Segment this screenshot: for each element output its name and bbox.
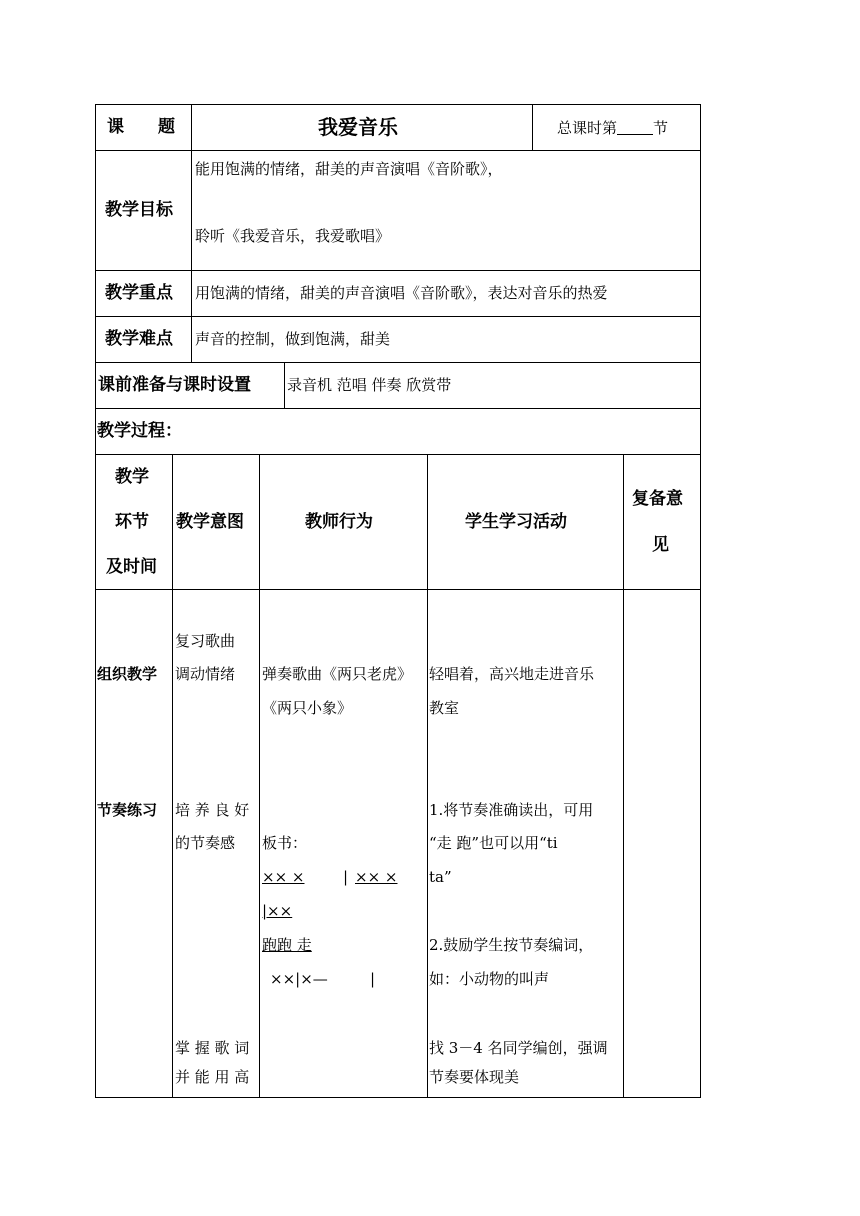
- rhythm-notation: ×× ×: [355, 868, 398, 886]
- row-divider: [95, 362, 701, 363]
- header-stage: 教学: [115, 467, 149, 487]
- student-line: 找 3－4 名同学编创，强调: [429, 1039, 608, 1057]
- col-divider: [259, 454, 260, 1098]
- rhythm-notation: |××: [262, 902, 293, 920]
- key-points-label: 教学重点: [105, 283, 173, 303]
- header-notes: 见: [652, 535, 669, 555]
- preparation-value: 录音机 范唱 伴奏 欣赏带: [287, 376, 452, 394]
- student-line: 节奏要体现美: [429, 1068, 520, 1086]
- student-line: 如：小动物的叫声: [429, 970, 550, 988]
- rhythm-notation: |: [370, 970, 376, 988]
- header-stage: 及时间: [106, 557, 157, 577]
- objective-line: 聆听《我爱音乐，我爱歌唱》: [195, 227, 391, 245]
- row-divider: [95, 454, 701, 455]
- row-divider: [95, 589, 701, 590]
- objective-line: 能用饱满的情绪，甜美的声音演唱《音阶歌》，: [195, 160, 503, 178]
- col-divider: [532, 104, 533, 150]
- student-line: 轻唱着，高兴地走进音乐: [429, 665, 595, 683]
- difficulties-value: 声音的控制，做到饱满，甜美: [195, 330, 391, 348]
- objectives-label: 教学目标: [105, 200, 173, 220]
- period-suffix: 节: [653, 119, 669, 137]
- student-line: ta”: [429, 868, 452, 886]
- col-divider: [284, 362, 285, 408]
- stage-name: 节奏练习: [97, 801, 158, 819]
- rhythm-notation: ××|×—: [270, 970, 328, 988]
- intent-line: 调动情绪: [175, 665, 236, 683]
- header-stage: 环节: [115, 512, 149, 532]
- teacher-line: 《两只小象》: [262, 699, 353, 717]
- col-divider: [623, 454, 624, 1098]
- student-line: “走 跑”也可以用“ti: [429, 834, 558, 852]
- period-field: [557, 117, 668, 139]
- header-teacher: 教师行为: [305, 512, 373, 532]
- intent-line: 并 能 用 高: [175, 1068, 250, 1086]
- rhythm-notation: |: [343, 868, 349, 886]
- difficulties-label: 教学难点: [105, 329, 173, 349]
- row-divider: [95, 408, 701, 409]
- teacher-line: 弹奏歌曲《两只老虎》: [262, 665, 413, 683]
- header-notes: 复备意: [632, 489, 683, 509]
- student-line: 教室: [429, 699, 460, 717]
- intent-line: 掌 握 歌 词: [175, 1039, 250, 1057]
- intent-line: 培 养 良 好: [175, 801, 250, 819]
- subject-label: 课 题: [107, 117, 175, 137]
- stage-name: 组织教学: [97, 665, 158, 683]
- row-divider: [95, 150, 701, 151]
- row-divider: [95, 270, 701, 271]
- col-divider: [172, 454, 173, 1098]
- header-student: 学生学习活动: [465, 512, 567, 532]
- intent-line: 复习歌曲: [175, 632, 236, 650]
- teacher-line: 板书：: [262, 834, 308, 852]
- key-points-value: 用饱满的情绪，甜美的声音演唱《音阶歌》，表达对音乐的热爱: [195, 284, 608, 302]
- process-heading: 教学过程：: [97, 421, 182, 441]
- period-prefix: 总课时第: [557, 119, 618, 137]
- preparation-label: 课前准备与课时设置: [98, 375, 251, 395]
- row-divider: [95, 316, 701, 317]
- lesson-title: 我爱音乐: [318, 115, 398, 139]
- period-blank: [617, 118, 653, 135]
- intent-line: 的节奏感: [175, 834, 236, 852]
- rhythm-syllables: 跑跑 走: [262, 936, 312, 954]
- header-intent: 教学意图: [176, 512, 244, 532]
- student-line: 2.鼓励学生按节奏编词，: [429, 936, 594, 954]
- col-divider: [191, 104, 192, 362]
- student-line: 1.将节奏准确读出，可用: [429, 801, 594, 819]
- lesson-plan-table: [95, 104, 701, 1098]
- col-divider: [427, 454, 428, 1098]
- rhythm-notation: ×× ×: [262, 868, 305, 886]
